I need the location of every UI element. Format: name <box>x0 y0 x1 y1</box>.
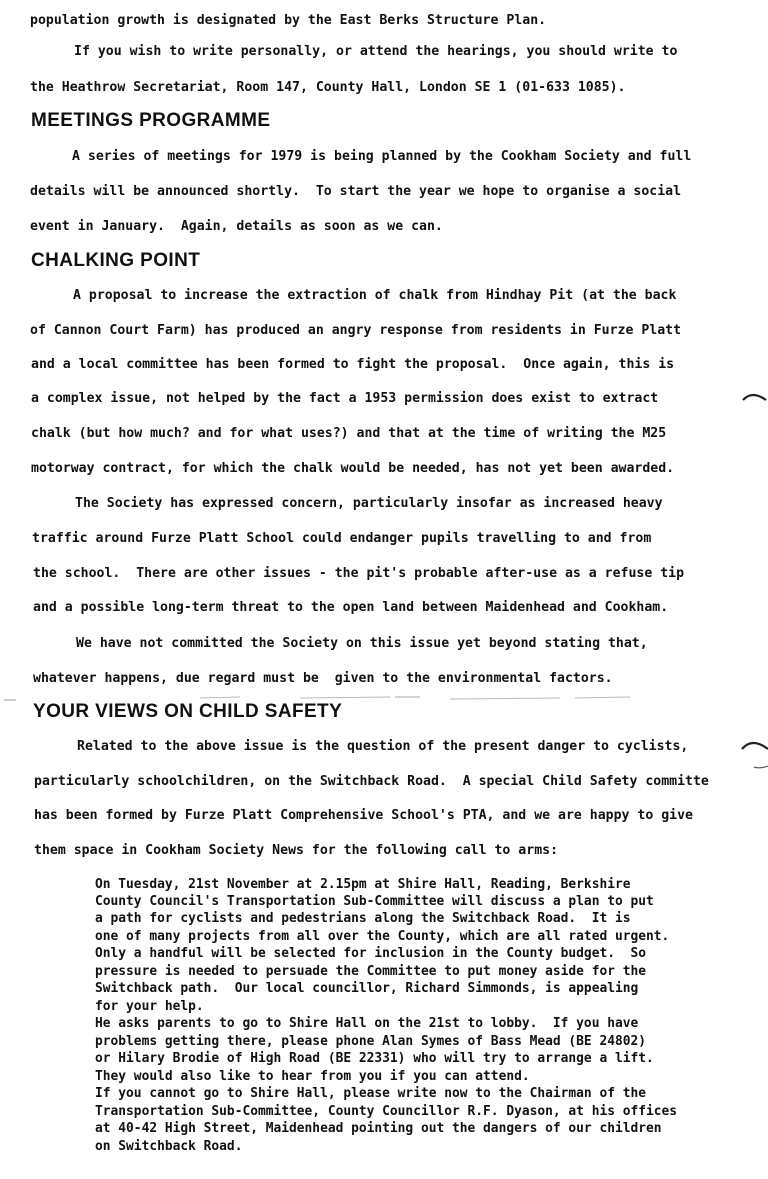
quote-line: Switchback path. Our local councillor, Richard Simmonds, is appealing <box>95 981 639 996</box>
child-safety-line: them space in Cookham Society News for the following call to arms: <box>34 843 559 858</box>
chalking-line: A proposal to increase the extraction of chalk from Hindhay Pit (at the back <box>73 288 677 303</box>
chalking-line: chalk (but how much? and for what uses?) and that at the time of writing the M25 <box>31 426 667 441</box>
chalking-line: We have not committed the Society on this issue yet beyond stating that, <box>76 636 648 651</box>
chalking-line: of Cannon Court Farm) has produced an angry response from residents in Furze Platt <box>30 323 682 338</box>
punch-hole-mark <box>738 735 768 775</box>
quote-line: On Tuesday, 21st November at 2.15pm at Shire Hall, Reading, Berkshire <box>95 877 631 892</box>
quote-line: one of many projects from all over the County, which are all rated urgent. <box>95 929 670 944</box>
chalking-heading: CHALKING POINT <box>31 250 201 271</box>
quote-line: Transportation Sub-Committee, County Councillor R.F. Dyason, at his offices <box>95 1104 678 1119</box>
chalking-line: and a local committee has been formed to fight the proposal. Once again, this is <box>31 357 675 372</box>
quote-line: They would also like to hear from you if you can attend. <box>95 1069 530 1084</box>
quote-line: at 40-42 High Street, Maidenhead pointing out the dangers of our children <box>95 1121 662 1136</box>
quote-line: If you cannot go to Shire Hall, please write now to the Chairman of the <box>95 1086 647 1101</box>
chalking-line: the school. There are other issues - the pit's probable after-use as a refuse tip <box>33 566 685 581</box>
quote-line: or Hilary Brodie of High Road (BE 22331) who will try to arrange a lift. <box>95 1051 654 1066</box>
quote-line: Only a handful will be selected for inclusion in the County budget. So <box>95 946 647 961</box>
quote-line: He asks parents to go to Shire Hall on the 21st to lobby. If you have <box>95 1016 639 1031</box>
child-safety-line: particularly schoolchildren, on the Switchback Road. A special Child Safety committe <box>34 774 709 789</box>
intro-line: the Heathrow Secretariat, Room 147, County Hall, London SE 1 (01-633 1085). <box>30 80 626 95</box>
quote-line: pressure is needed to persuade the Committee to put money aside for the <box>95 964 647 979</box>
child-safety-line: Related to the above issue is the question of the present danger to cyclists, <box>77 739 689 754</box>
quote-line: County Council's Transportation Sub-Committee will discuss a plan to put <box>95 894 654 909</box>
quote-line: for your help. <box>95 999 204 1014</box>
intro-line: population growth is designated by the East Berks Structure Plan. <box>30 13 547 28</box>
meetings-line: event in January. Again, details as soon as we can. <box>30 219 443 234</box>
punch-hole-mark <box>740 388 768 408</box>
chalking-line: a complex issue, not helped by the fact a 1953 permission does exist to extract <box>31 391 659 406</box>
meetings-heading: MEETINGS PROGRAMME <box>31 110 271 131</box>
quote-line: a path for cyclists and pedestrians along the Switchback Road. It is <box>95 911 631 926</box>
chalking-line: whatever happens, due regard must be given to the environmental factors. <box>33 671 613 686</box>
intro-line: If you wish to write personally, or attend the hearings, you should write to <box>74 44 678 59</box>
chalking-line: The Society has expressed concern, particularly insofar as increased heavy <box>75 496 663 511</box>
child-safety-line: has been formed by Furze Platt Comprehensive School's PTA, and we are happy to give <box>34 808 693 823</box>
chalking-line: and a possible long-term threat to the open land between Maidenhead and Cookham. <box>33 600 669 615</box>
chalking-line: motorway contract, for which the chalk would be needed, has not yet been awarded. <box>31 461 675 476</box>
quote-line: problems getting there, please phone Alan Symes of Bass Mead (BE 24802) <box>95 1034 647 1049</box>
meetings-line: details will be announced shortly. To start the year we hope to organise a social <box>30 184 682 199</box>
meetings-line: A series of meetings for 1979 is being planned by the Cookham Society and full <box>72 149 692 164</box>
quote-line: on Switchback Road. <box>95 1139 243 1154</box>
chalking-line: traffic around Furze Platt School could endanger pupils travelling to and from <box>32 531 652 546</box>
child-safety-heading: YOUR VIEWS ON CHILD SAFETY <box>33 701 343 722</box>
